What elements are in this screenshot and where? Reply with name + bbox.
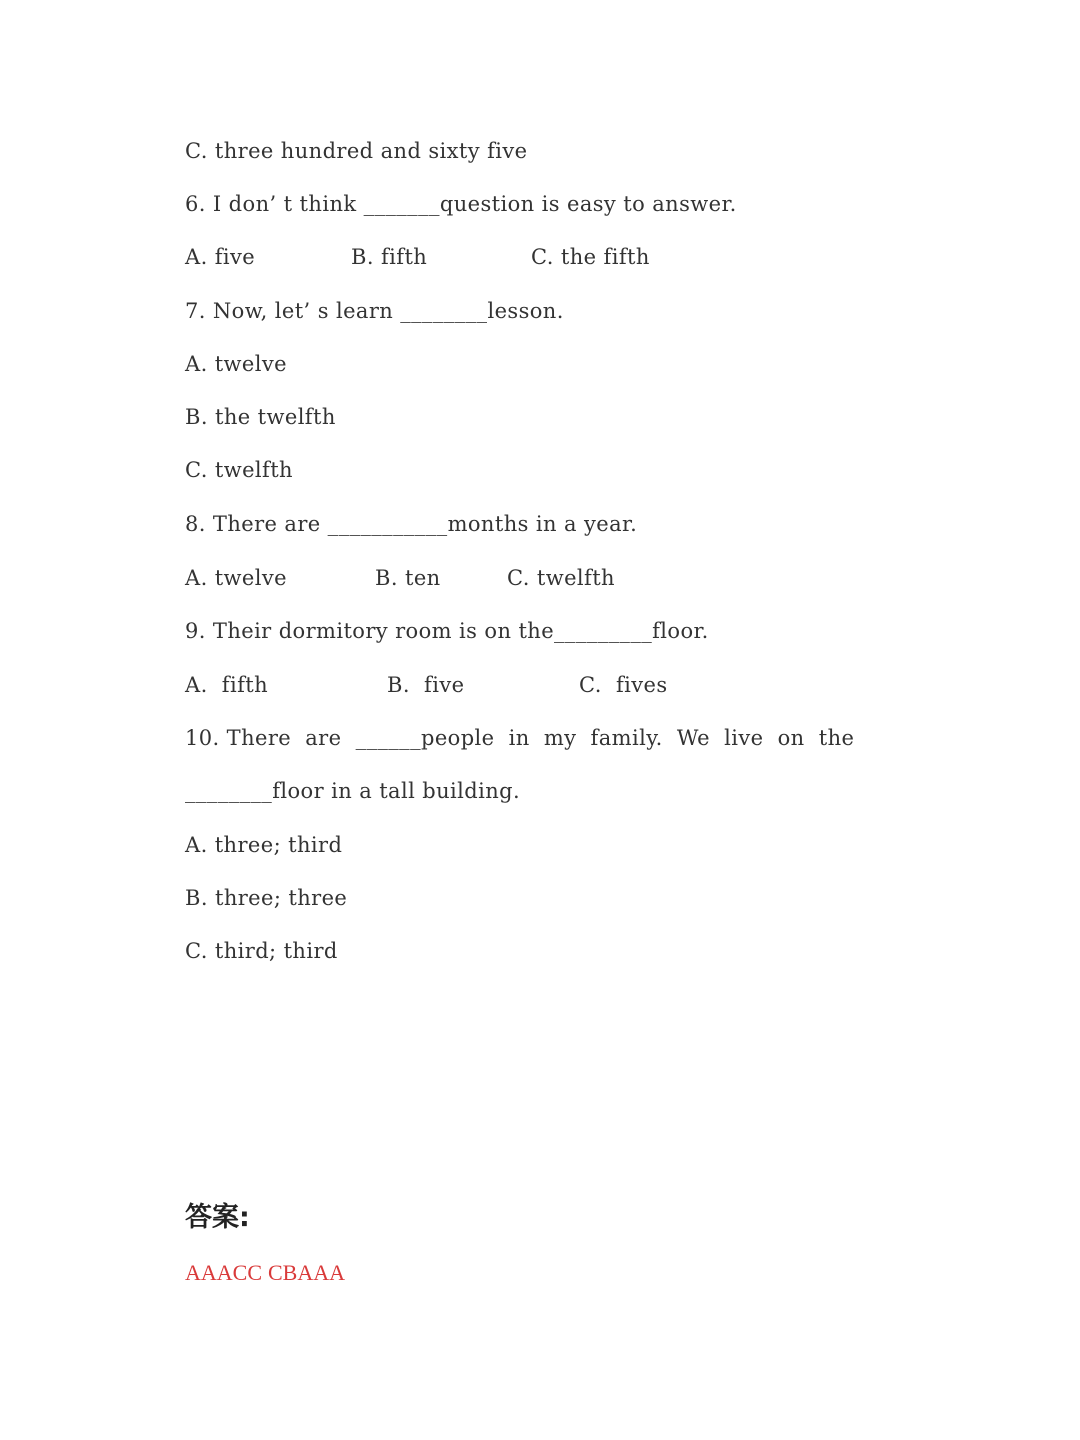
q6-option-c: C. the fifth	[531, 245, 650, 269]
q10-option-c: C. third; third	[185, 939, 338, 963]
q7-option-a: A. twelve	[185, 352, 287, 376]
q10-option-b: B. three; three	[185, 886, 348, 910]
q8-option-a: A. twelve	[185, 566, 287, 590]
q8-option-b: B. ten	[375, 566, 441, 590]
answer-heading: 答案:	[185, 1202, 250, 1233]
q10-stem-line1: 10. There are ______people in my family. We live on the	[185, 726, 855, 750]
q9-option-a: A. fifth	[185, 673, 269, 697]
answer-group-2: CBAAA	[268, 1260, 346, 1285]
q7-option-c: C. twelfth	[185, 458, 293, 482]
q6-option-a: A. five	[185, 245, 256, 269]
q9-stem: 9. Their dormitory room is on the_________floor.	[185, 619, 709, 643]
answer-group-1: AAACC	[185, 1260, 263, 1285]
q7-option-b: B. the twelfth	[185, 405, 336, 429]
q8-stem: 8. There are ___________months in a year.	[185, 512, 638, 536]
q6-stem: 6. I don’ t think _______question is easy to answer.	[185, 192, 737, 216]
q8-option-c: C. twelfth	[507, 566, 615, 590]
q5-option-c: C. three hundred and sixty five	[185, 139, 528, 163]
q9-option-b: B. five	[387, 673, 465, 697]
q9-option-c: C. fives	[579, 673, 668, 697]
q6-option-b: B. fifth	[351, 245, 428, 269]
q10-stem-line2: ________floor in a tall building.	[185, 779, 521, 803]
q7-stem: 7. Now, let’ s learn ________lesson.	[185, 299, 564, 323]
q10-option-a: A. three; third	[185, 833, 343, 857]
